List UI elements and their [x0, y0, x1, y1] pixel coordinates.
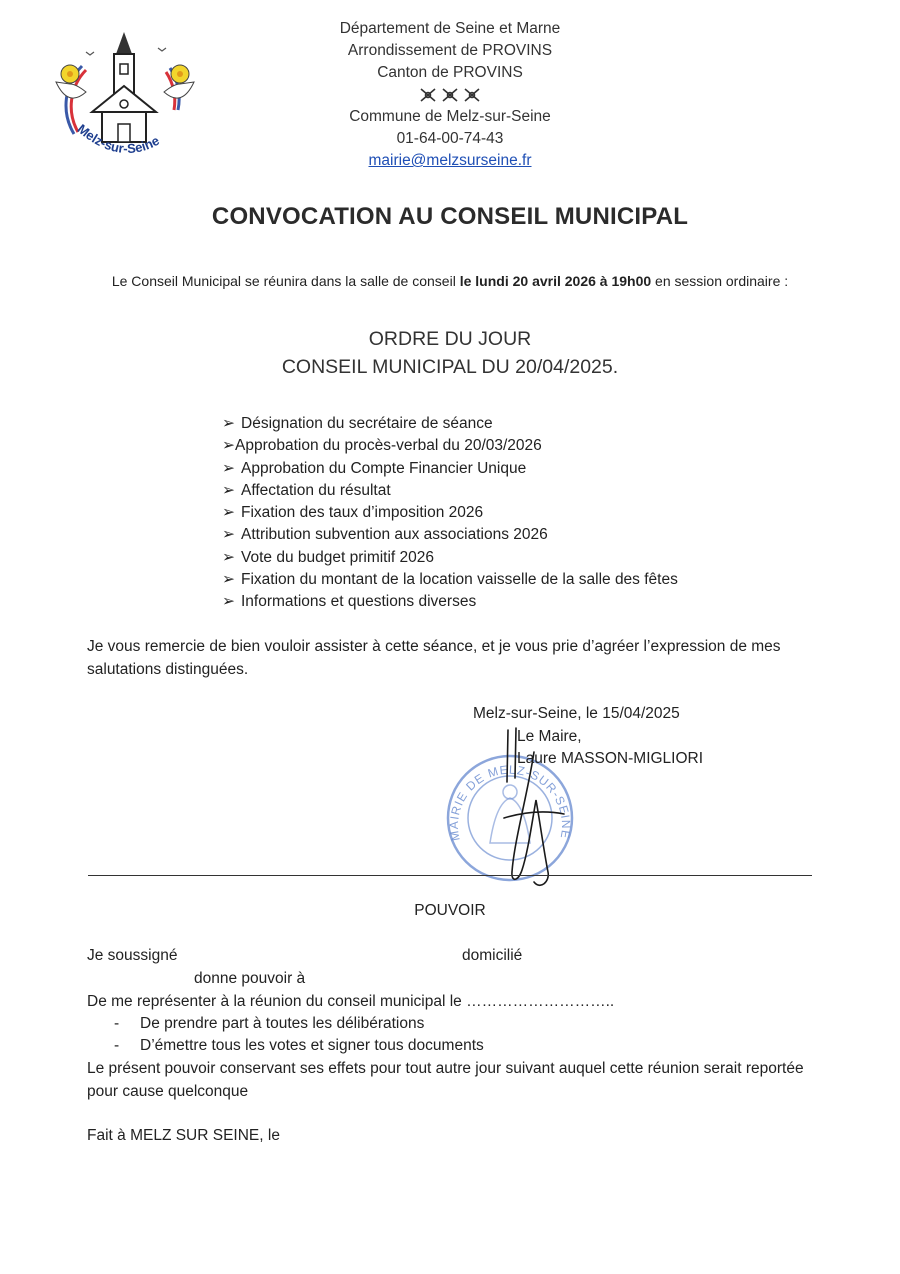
email-link[interactable]: mairie@melzsurseine.fr [368, 152, 532, 169]
canton: Canton de PROVINS [377, 64, 523, 81]
arrow-bullet-icon: ➢ [222, 526, 235, 544]
proxy-item-text: D’émettre tous les votes et signer tous documents [140, 1037, 484, 1054]
domicilie-label: domicilié [462, 947, 523, 964]
agenda-item-text: Approbation du Compte Financier Unique [241, 459, 527, 477]
agenda-item [222, 502, 678, 524]
agenda-item-text: Vote du budget primitif 2026 [241, 548, 435, 566]
phone: 01-64-00-74-43 [396, 130, 504, 147]
proxy-item [114, 1037, 484, 1055]
ornament-divider [300, 84, 600, 106]
agenda-heading [0, 325, 900, 381]
separator-line [88, 875, 812, 876]
intro-text-end: en session ordinaire : [651, 273, 789, 289]
proxy-item [114, 1015, 424, 1033]
agenda-heading-line2: CONSEIL MUNICIPAL DU 20/04/2025. [281, 356, 619, 378]
header [300, 18, 600, 172]
agenda-item-text: Informations et questions diverses [241, 593, 477, 611]
intro-text: Le Conseil Municipal se réunira dans la salle de conseil [111, 273, 460, 289]
agenda-item [222, 458, 678, 480]
arrow-bullet-icon: ➢ [222, 481, 235, 499]
dash-bullet: - [114, 1037, 120, 1054]
arrow-bullet-icon: ➢ [222, 459, 235, 477]
agenda-item-text: Fixation des taux d’imposition 2026 [241, 504, 484, 522]
represent-line: De me représenter à la réunion du conseil municipal le ……………………….. [87, 993, 615, 1010]
agenda-list [222, 413, 678, 614]
department: Département de Seine et Marne [339, 20, 561, 37]
municipality-logo [46, 30, 204, 162]
agenda-item-text: Attribution subvention aux associations 2026 [241, 526, 548, 544]
mayor-name: Laure MASSON-MIGLIORI [517, 750, 704, 767]
stamp-text: MAIRIE DE MELZ-SUR-SEINE [446, 762, 574, 843]
agenda-item-text: Approbation du procès-verbal du 20/03/2026 [235, 437, 542, 455]
agenda-item [222, 413, 678, 435]
meeting-date: le lundi 20 avril 2026 à 19h00 [459, 273, 652, 289]
fait-a-line: Fait à MELZ SUR SEINE, le [87, 1127, 280, 1144]
agenda-item [222, 591, 678, 613]
donne-pouvoir-label: donne pouvoir à [194, 970, 306, 987]
agenda-item-text: Désignation du secrétaire de séance [241, 415, 493, 432]
closing-paragraph: Je vous remercie de bien vouloir assister à cette séance, et je vous prie d’agréer l’expression de mes salutations distinguées. [87, 638, 781, 678]
pouvoir-title: POUVOIR [414, 902, 486, 919]
dash-bullet: - [114, 1015, 120, 1032]
agenda-item-text: Fixation du montant de la location vaisselle de la salle des fêtes [241, 571, 678, 589]
proxy-item-text: De prendre part à toutes les délibérations [140, 1015, 425, 1032]
agenda-item [222, 480, 678, 502]
arrondissement: Arrondissement de PROVINS [347, 42, 553, 59]
document-title: CONVOCATION AU CONSEIL MUNICIPAL [211, 203, 689, 230]
agenda-item [222, 435, 678, 457]
ornament-icon [418, 86, 482, 104]
agenda-item [222, 524, 678, 546]
logo-text: Melz-sur-Seine [74, 121, 162, 157]
commune: Commune de Melz-sur-Seine [349, 108, 551, 125]
agenda-item [222, 547, 678, 569]
agenda-item [222, 569, 678, 591]
handwritten-signature [494, 722, 566, 892]
arrow-bullet-icon: ➢ [222, 415, 235, 432]
agenda-item-text: Affectation du résultat [241, 481, 391, 499]
arrow-bullet-icon: ➢ [222, 504, 235, 522]
arrow-bullet-icon: ➢ [222, 548, 235, 566]
arrow-bullet-icon: ➢ [222, 571, 235, 589]
arrow-bullet-icon: ➢ [222, 437, 235, 455]
conserve-paragraph: Le présent pouvoir conservant ses effets pour tout autre jour suivant auquel cette réunion serait reportée pour cause quelconque [87, 1060, 804, 1100]
soussigne-label: Je soussigné [87, 947, 178, 964]
arrow-bullet-icon: ➢ [222, 593, 235, 611]
intro-paragraph [0, 273, 900, 289]
mayor-title: Le Maire, [517, 727, 582, 745]
place-date: Melz-sur-Seine, le 15/04/2025 [473, 705, 680, 722]
agenda-heading-line1: ORDRE DU JOUR [368, 328, 532, 350]
